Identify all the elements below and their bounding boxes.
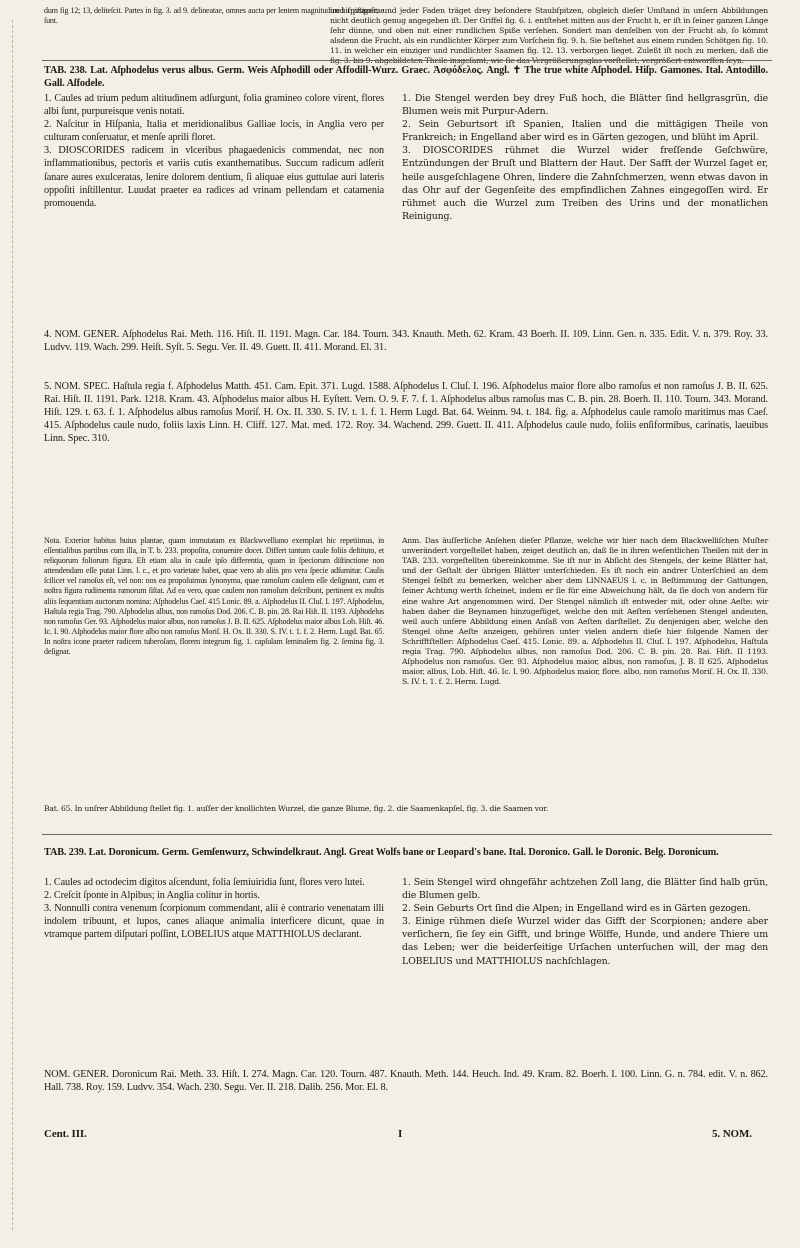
tab238-nota-tail: Bat. 65. In unſrer Abbildung ſtellet fig. 1. auſſer der knollichten Wurzel, die ganze Blume, fig. 2. die Saamenkapſel, fig. 3. die Saamen vor. [44, 804, 549, 813]
tab238-latin-para-1: 1. Caules ad trium pedum altitudinem adſurgunt, folia gramineo colore virent, flores albi ſunt, purpureisque venis notati. [44, 93, 384, 118]
tab238-german-para-2: 2. Sein Geburtsort iſt Spanien, Italien und die mittägigen Theile von Frankreich; in Engelland aber wird es in Gärten gezogen, und blüht im April. [402, 119, 768, 144]
tab238-nota-german: Anm. Das äuſſerliche Anſehen dieſer Pflanze, welche wir hier nach dem Blackwelliſchen Muſter unverändert vorgeſtellet haben, zeiget deutlich an, daß ſie in ihren weſentlichen Theilen mit der in TAB. 233. vorgeſtellten übereinkomme. Sie iſt nur in Abſicht des Stengels, der keine Blätter hat, und der Geſtalt der übrigen Blätter unterſchieden. Es iſt noch ein andrer Unterſchied an dem Stengel ſelbſt zu bemerken, welcher aber dem LINNAEUS l. c. in Beſtimmung der Gattungen, ſeiner Achtung werth ſcheinet, indem er ſie für eine Abweichung hält, da ſie doch von andern für eine wahre Art angenommen wird. Der Stengel nämlich iſt entweder mit, oder ohne Aeſte: wir haben daher die Beynamen hinzugefüget, welche den mit Aeſten verſehenen Stengel andeuten, weil auch unſere Abbildung einen Anſaß von Aeſten darſtellet. Zu denjenigen aber, welche den Stengel ohne Aeſte anzeigen, gehören unter vielen andern dieſe hier folgende Namen der Schrifftſteller: Aſphodelus Caeſ. 415. Lonic. 89. a. Aſphodelus II. Cluſ. I. 197. Aſphodelus, Haſtula regia Trag. 790. Aſphodelus albus, non ramoſus Dod. 206. C. B. pin. 28. Rai. Hiſt. II 1193. Aſphodelus non ramoſus. Ger. 93. Aſphodelus maior, albus, non ramoſus, J. B. II 625. Aſphodelus maior, albus, Lob. Hiſt. 46. Ic. I. 90. Aſphodelus maior, flore. albo, non ramoſus Moriſ. H. Ox. II. 330. S. IV. t. 1. f. 2. Herm. Lugd. [402, 536, 768, 687]
tab239-latin-para-3: 3. Nonnulli contra venenum ſcorpionum commendant, alii è contrario venenatam illi indolem tribuunt, et lupos, canes aliaque animalia interficere dicunt, quae in vtramque partem diſputari poſſint, LOBELIUS atque MATTHIOLUS declarant. [44, 903, 384, 941]
tab239-nom-gener: NOM. GENER. Doronicum Rai. Meth. 33. Hiſt. I. 274. Magn. Car. 120. Tourn. 487. Knauth. Meth. 144. Heuch. Ind. 49. Kram. 82. Boerh. I. 100. Linn. G. n. 784. edit. V. n. 862. Hall. 738. Roy. 159. Ludvv. 354. Wach. 230. Segu. Ver. II. 218. Dalib. 256. Mor. El. 8. [44, 1069, 768, 1094]
tab239-latin-para-2: 2. Creſcit ſponte in Alpibus; in Anglia colitur in hortis. [44, 890, 260, 902]
tab239-latin-column [44, 876, 384, 941]
tab238-nom-spec: 5. NOM. SPEC. Haſtula regia f. Aſphodelus Matth. 451. Cam. Epit. 371. Lugd. 1588. Aſphodelus I. Cluſ. I. 196. Aſphodelus maior flore albo ramoſus et non ramoſus J. B. II. 625. Rai. Hiſt. II. 1191. Park. 1218. Kram. 43. Aſphodelus maior albus H. Eyſtett. Vern. O. 9. F. 7. f. 1. Aſphodelus albus ramoſus mas C. B. pin. 28. Boerh. II. 110. Tourn. 343. Morand. Hiſt. 129. t. 63. f. 1. Aſphodelus albus ramoſus Moriſ. H. Ox. II. 330. S. IV. t. 1. f. 1. Herm Lugd. Bat. 64. Weinm. 94. t. 184. fig. a. Aſphodelus caule ramoſo maritimus mas Caeſ. 415. Aſphodelus caule nudo, foliis laxis Linn. H. Cliff. 127. Mat. med. 172. Roy. 34. Wachend. 299. Guett. II. 411. Aſphodelus caule nudo, foliis enſiformibus, carinatis, laeuibus Linn. Spec. 310. [44, 381, 768, 445]
top-latin-fragment: dum fig 12; 13, deliteſcit. Partes in fig. 3. ad 9. delineatae, omnes aucta per lentem magnitudine hic propoſitae ſunt. [44, 6, 384, 26]
tab239-german-para-3: 3. Einige rühmen dieſe Wurzel wider das Gifft der Scorpionen; andere aber verſichern, ſie ſey ein Gifft, und bringe Wölffe, Hunde, und andere Thiere um das Leben; wer die beiderſeitige Urſachen unterſuchen will, der mag den LOBELIUS und MATTHIOLUS nachſchlagen. [402, 916, 768, 967]
tab239-german-column [402, 876, 768, 968]
divider-top [42, 60, 772, 61]
tab239-german-para-1: 1. Sein Stengel wird ohngefähr achtzehen Zoll lang, die Blätter ſind halb grün, die Blumen gelb. [402, 877, 768, 902]
tab239-german-para-2: 2. Sein Geburts Ort ſind die Alpen; in Engelland wird es in Gärten gezogen. [402, 903, 751, 915]
tab238-german-para-1: 1. Die Stengel werden bey drey Fuß hoch, die Blätter ſind hellgrasgrün, die Blumen weis mit Purpur-Adern. [402, 93, 768, 118]
tab238-german-para-3: 3. DIOSCORIDES rühmet die Wurzel wider freſſende Geſchwüre, Entzündungen der Bruſt und Blattern der Haut. Der Safft der Wurzel ſaget er, heile ausgeſchlagene Ohren, lindere die Zahnſchmerzen, wenn etwas davon in das Ohr auf der Gegenſeite des empfindlichen Zahnes eingegoſſen wird. Er rühmet auch die Wurzel zum Treiben des Urins und der monatlichen Reinigung. [402, 145, 768, 222]
page-edge-line [12, 20, 13, 1230]
tab238-german-column [402, 92, 768, 223]
signature-mark: Cent. III. [44, 1128, 87, 1140]
top-german-fragment: und ſpißiger; und jeder Faden träget drey beſondere Staubſpitzen, obgleich dieſer Umſtand in unſern Abbildungen nicht deutlich genug angegeben iſt. Der Griffel fig. 6. i. entſtehet mitten aus der Frucht h, er iſt in ſeiner ganzen Länge ſehr dünne, und oben mit einer rundlichen Spiße verſehen. Sondert man denſelben von der Frucht ab, ſo kömmt alsdenn die Frucht, als ein rundlichter Körper zum Vorſchein fig. 9. h. Sie beſtehet aus einem runden Schötgen fig. 10. 11. in welcher ein einziger und rundlichter Saamen fig. 12. 13. verborgen lieget. Zuleßt iſt noch zu merken, daß die fig. 3. bis 9. abgebildeten Theile insgeſamt, wie ſie das Vergrößerungsglas vorſtellet, vergrößert entworffen ſeyn. [330, 6, 768, 66]
catchword: 5. NOM. [712, 1128, 752, 1140]
tab238-latin-para-2: 2. Naſcitur in Hiſpania, Italia et meridionalibus Galliae locis, in Anglia vero per culturam conſeruatur, et menſe aprili floret. [44, 119, 384, 144]
divider-middle [42, 834, 772, 835]
tab238-latin-column [44, 92, 384, 210]
tab239-heading: TAB. 239. Lat. Doronicum. Germ. Gemſenwurz, Schwindelkraut. Angl. Great Wolfs bane or Leopard's bane. Ital. Doronico. Gall. le Doronic. Belg. Doronicum. [44, 847, 719, 858]
tab238-latin-para-3: 3. DIOSCORIDES radicem in vlceribus phagaedenicis commendat, nec non inflammationibus, pectoris et variis cutis exanthematibus. Succum radicum adſerit ſanare aures exulceratas, lenire dolorem dentium, ſi aliquae eius guttulae auri lateris oppoſiti inſtillentur. Luudat praeter ea radices ad vrinam pellendam et catamenia promouenda. [44, 145, 384, 209]
tab238-nom-gener: 4. NOM. GENER. Aſphodelus Rai. Meth. 116. Hiſt. II. 1191. Magn. Car. 184. Tourn. 343. Knauth. Meth. 62. Kram. 43 Boerh. II. 109. Linn. Gen. n. 335. Edit. V. n. 379. Roy. 33. Ludvv. 119. Wach. 299. Heiſt. Syſt. 5. Segu. Ver. II. 49. Guett. II. 411. Morand. El. 31. [44, 329, 768, 354]
tab239-latin-para-1: 1. Caules ad octodecim digitos aſcendunt, folia ſemiuiridia ſunt, flores vero lutei. [44, 877, 365, 888]
gathering-mark: I [398, 1128, 403, 1140]
tab238-heading: TAB. 238. Lat. Aſphodelus verus albus. Germ. Weis Aſphodill oder Affodill-Wurz. Graec. Ἀσφόδελος. Angl. ✝ The true white Aſphodel. Hiſp. Gamones. Ital. Antodillo. Gall. Aſfodele. [44, 65, 768, 90]
tab238-nota-latin: Nota. Exterior habitus huius plantae, quam immutatam ex Blackwvelliano exemplari hic repetiimus, in eſſentialibus partibus cum illa, in T. b. 233. propoſita, conuenire docet. Differt tantum caule foliis deſtituto, et reliquorum foliorum figura. Eſt etiam alia in caule ipſo differentia, quam in ſpeciorum diſtinctione non attendendam eſſe putat Linn. l. c., et pro varietate habet, quae vero ab aliis pro vera ſpecie adſumitur. Caulis ſcilicet vel ramoſus eſt, vel non: nos ea propoſuimus ſynonyma, quae ramoſum caulem eſſe deſignant, cum et noſtra figura rudimenta ramorum ſiſtat. Ad ea vero, quae caulem non ramoſum deſcribunt, pertinent ex multis aliis ſequentium auctorum nomina: Aſphodelus Caeſ. 415 Lonic. 89. a. Aſphodelus II. Cluſ. I. 197. Aſphodelus, Haſtula regia Trag. 790. Aſphodelus albus, non ramoſus Dod. 206. C. B. pin. 28. Rai Hiſt. II. 1193. Aſphodelus non ramoſus Ger. 93. Aſphodelus maior albus, non ramoſus J. B. II. 625. Aſphodelus maior albus Lob. Hiſt. 46. Ic. I. 90. Aſphodelus maior flore albo non ramoſus Moriſ. H. Ox. II. 330. S. IV. t. 1. f. 2. Herm. Lugd. Bat. 65. In noſtra icone praeter radicem tuberoſam, florem integrum fig. 1. capſulam ſeminalem fig. 2. ſemina fig. 3. deſignat. [44, 536, 384, 657]
